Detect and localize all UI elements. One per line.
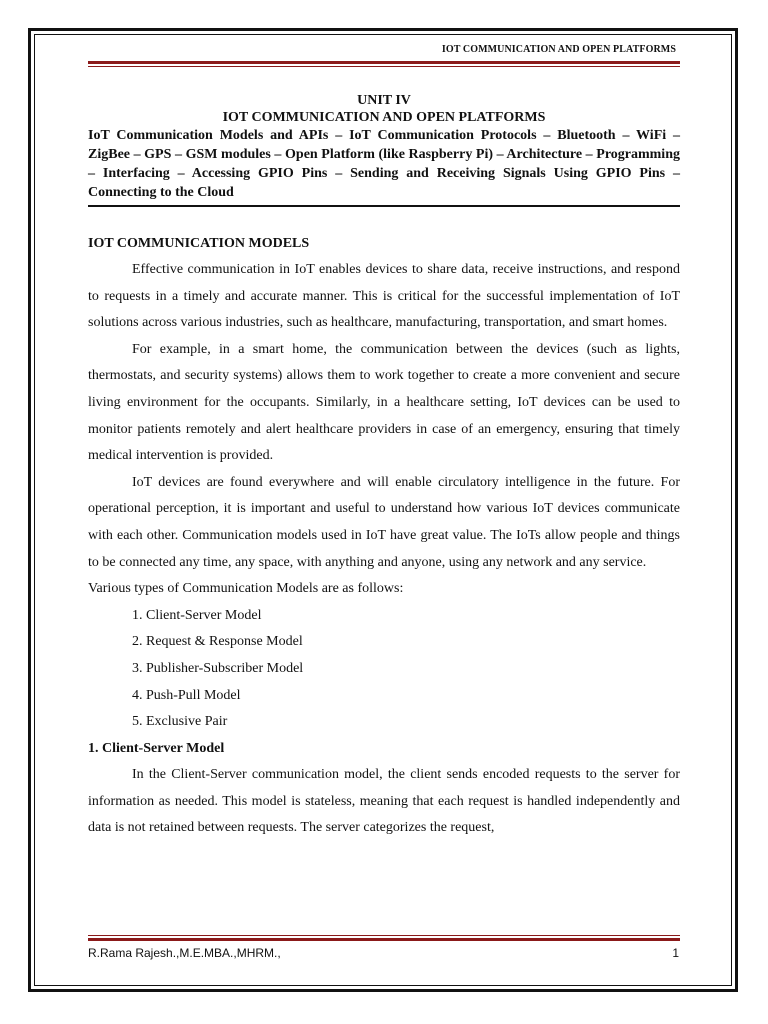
list-intro: Various types of Communication Models are as follows:: [88, 581, 404, 597]
paragraph: For example, in a smart home, the communication between the devices (such as lights, thermostats, and security systems) allows them to work together to create a more convenient and secure living environment for the occupants. Similarly, in a healthcare setting, IoT devices can be used to monitor patients remotely and alert healthcare providers in case of an emergency, ensuring that timely medical intervention is provided.: [88, 341, 680, 464]
header-rule: [88, 61, 680, 64]
list-item: 3. Publisher-Subscriber Model: [132, 660, 304, 676]
header-rule-thin: [88, 66, 680, 67]
subsection-heading: 1. Client-Server Model: [88, 740, 225, 756]
models-list: [88, 603, 680, 736]
section-heading: IOT COMMUNICATION MODELS: [88, 236, 310, 251]
unit-label: UNIT IV: [357, 93, 411, 108]
unit-topics: IoT Communication Models and APIs – IoT Communication Protocols – Bluetooth – WiFi – ZigBee – GPS – GSM modules – Open Platform (like Raspberry Pi) – Architecture – Programming – Interfacing – Accessing GPIO Pins – Sending and Receiving Signals Using GPIO Pins – Connecting to the Cloud: [88, 128, 680, 200]
footer-rule-thin: [88, 935, 680, 936]
list-item: 1. Client-Server Model: [132, 607, 262, 623]
page-number: 1: [672, 946, 679, 960]
footer-author: R.Rama Rajesh.,M.E.MBA.,MHRM.,: [88, 946, 281, 960]
list-item: 5. Exclusive Pair: [132, 714, 228, 730]
page-content: [88, 92, 680, 842]
unit-title: IOT COMMUNICATION AND OPEN PLATFORMS: [222, 110, 546, 125]
paragraph: IoT devices are found everywhere and will enable circulatory intelligence in the future. For operational perception, it is important and useful to understand how various IoT devices communicate with each other. Communication models used in IoT have great value. The IoTs allow people and things to be connected any time, any space, with anything and anyone, using any network and any service.: [88, 474, 680, 570]
topics-divider: [88, 205, 680, 207]
paragraph: Effective communication in IoT enables devices to share data, receive instructions, and respond to requests in a timely and accurate manner. This is critical for the successful implementation of IoT solutions across various industries, such as healthcare, manufacturing, transportation, and smart homes.: [88, 262, 680, 331]
list-item: 4. Push-Pull Model: [132, 687, 241, 703]
running-header: IOT COMMUNICATION AND OPEN PLATFORMS: [441, 44, 676, 55]
paragraph: In the Client-Server communication model, the client sends encoded requests to the server for information as needed. This model is stateless, meaning that each request is handled independently and data is not retained between requests. The server categorizes the request,: [88, 767, 680, 836]
footer-rule: [88, 938, 680, 941]
list-item: 2. Request & Response Model: [132, 634, 303, 650]
